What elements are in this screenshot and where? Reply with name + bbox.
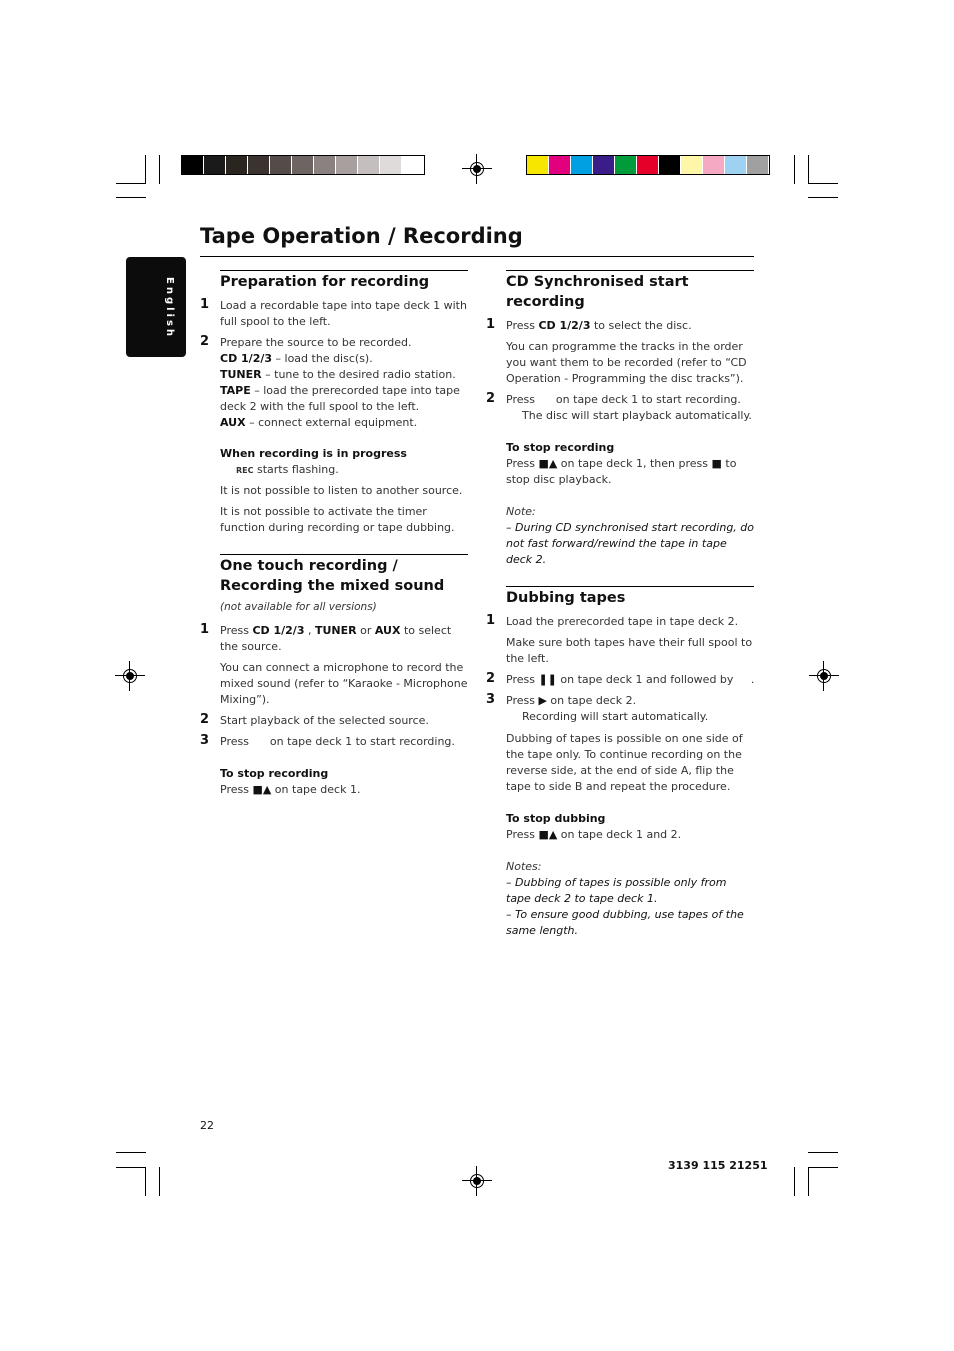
step-text: Press on tape deck 1 to start recording.	[220, 735, 455, 748]
grayscale-color-bar	[181, 155, 425, 175]
registration-mark-icon	[462, 154, 492, 184]
step-1	[200, 622, 468, 655]
crop-mark	[145, 155, 146, 184]
step-1	[486, 317, 754, 334]
info-text: You can programme the tracks in the order you want them to be recorded (refer to “CD Operation - Programming the disc tracks”).	[506, 340, 747, 385]
rec-indicator-text: REC starts flashing.	[236, 463, 339, 476]
step-number: 3	[200, 733, 210, 748]
info-text: Dubbing of tapes is possible on one side of the tape only. To continue recording on the reverse side, at the end of side A, flip the tape to side B and repeat the procedure.	[506, 732, 743, 793]
step-number: 1	[486, 613, 496, 628]
stop-eject-icon: ■▲	[538, 457, 558, 470]
section-rule	[506, 270, 754, 271]
section-heading: One touch recording / Recording the mixed sound (not available for all versions)	[220, 558, 445, 613]
source-aux: AUX – connect external equipment.	[220, 416, 418, 429]
source-cd: CD 1/2/3 – load the disc(s).	[220, 352, 373, 365]
play-icon: ▶	[538, 694, 547, 707]
step-2	[486, 391, 754, 424]
color-swatch	[593, 156, 615, 174]
section-heading: Dubbing tapes	[506, 590, 626, 606]
pause-icon: ❚❚	[538, 673, 557, 686]
crop-mark	[808, 155, 809, 184]
section-heading: Preparation for recording	[220, 274, 430, 290]
step-number: 2	[486, 391, 496, 406]
note-text: – Dubbing of tapes is possible only from tape deck 2 to tape deck 1.	[506, 876, 727, 905]
info-text: It is not possible to listen to another source.	[220, 484, 463, 497]
color-swatch	[248, 156, 270, 174]
section-rule	[506, 586, 754, 587]
color-swatch	[336, 156, 358, 174]
color-swatch	[314, 156, 336, 174]
crop-mark	[116, 1167, 146, 1168]
crop-mark	[808, 1167, 809, 1196]
info-text: Make sure both tapes have their full spool to the left.	[506, 636, 753, 665]
crop-mark	[116, 1152, 146, 1153]
document-code: 3139 115 21251	[668, 1159, 768, 1172]
color-swatch	[226, 156, 248, 174]
color-swatch	[725, 156, 747, 174]
registration-mark-icon	[115, 661, 145, 691]
note-text: – To ensure good dubbing, use tapes of the same length.	[506, 908, 744, 937]
crop-mark	[794, 155, 795, 184]
step-2	[486, 671, 755, 688]
color-swatch	[270, 156, 292, 174]
step-number: 2	[200, 712, 210, 727]
step-1	[200, 297, 468, 330]
step-number: 2	[486, 671, 496, 686]
stop-text: Press ■▲ on tape deck 1.	[220, 783, 361, 796]
step-text: Press ❚❚ on tape deck 1 and followed by .	[506, 673, 755, 686]
color-swatch	[182, 156, 204, 174]
stop-eject-icon: ■▲	[252, 783, 272, 796]
color-swatch	[571, 156, 593, 174]
step-2	[200, 712, 468, 729]
info-text: It is not possible to activate the timer function during recording or tape dubbing.	[220, 505, 455, 534]
color-swatch	[681, 156, 703, 174]
crop-mark	[794, 1167, 795, 1196]
color-swatch	[637, 156, 659, 174]
step-number: 1	[486, 317, 496, 332]
color-swatch	[402, 156, 424, 174]
crop-mark	[116, 183, 146, 184]
crop-mark	[145, 1167, 146, 1196]
crop-mark	[116, 197, 146, 198]
registration-mark-icon	[462, 1166, 492, 1196]
stop-text: Press ■▲ on tape deck 1 and 2.	[506, 828, 682, 841]
notes-label: Notes:	[506, 860, 542, 873]
step-subtext: The disc will start playback automatically.	[522, 409, 752, 422]
crop-mark	[159, 155, 160, 184]
title-rule	[200, 256, 754, 257]
source-tuner: TUNER – tune to the desired radio station.	[220, 368, 456, 381]
crop-mark	[808, 197, 838, 198]
language-tab-label: English	[164, 277, 175, 340]
step-number: 1	[200, 297, 210, 312]
section-rule	[220, 270, 468, 271]
registration-mark-icon	[809, 661, 839, 691]
right-column	[486, 270, 755, 939]
source-tape: TAPE – load the prerecorded tape into tape deck 2 with the full spool to the left.	[220, 384, 460, 413]
crop-mark	[159, 1167, 160, 1196]
note-text: – During CD synchronised start recording, do not fast forward/rewind the tape in tape deck 2.	[506, 521, 755, 566]
info-text: You can connect a microphone to record the mixed sound (refer to “Karaoke - Microphone Mixing”).	[220, 661, 468, 706]
section-rule	[220, 554, 468, 555]
note-label: Note:	[506, 505, 536, 518]
crop-mark	[808, 1167, 838, 1168]
color-swatch	[615, 156, 637, 174]
section-heading: CD Synchronised start recording	[506, 274, 689, 310]
step-3	[486, 692, 754, 725]
color-swatch	[380, 156, 402, 174]
language-tab	[126, 257, 186, 357]
stop-text: Press ■▲ on tape deck 1, then press ■ to stop disc playback.	[506, 457, 737, 486]
page-title: Tape Operation / Recording	[200, 224, 523, 248]
color-swatch	[549, 156, 571, 174]
step-2	[200, 334, 468, 351]
step-3	[200, 733, 468, 750]
subheading: To stop recording	[220, 767, 329, 780]
color-swatch	[358, 156, 380, 174]
step-text: Press CD 1/2/3 to select the disc.	[506, 319, 692, 332]
crop-mark	[808, 1152, 838, 1153]
step-text: Press CD 1/2/3 , TUNER or AUX to select the source.	[220, 624, 452, 653]
subheading: To stop dubbing	[506, 812, 606, 825]
step-subtext: Recording will start automatically.	[522, 710, 709, 723]
color-swatch	[292, 156, 314, 174]
step-number: 2	[200, 334, 210, 349]
page-number: 22	[200, 1119, 214, 1132]
step-number: 1	[200, 622, 210, 637]
step-number: 3	[486, 692, 496, 707]
subheading: To stop recording	[506, 441, 615, 454]
step-text: Prepare the source to be recorded.	[220, 336, 412, 349]
color-swatch	[204, 156, 226, 174]
step-text: Press on tape deck 1 to start recording.	[506, 393, 741, 406]
step-text: Load a recordable tape into tape deck 1 with full spool to the left.	[220, 299, 467, 328]
step-1	[486, 613, 754, 630]
stop-eject-icon: ■▲	[538, 828, 558, 841]
process-color-bar	[526, 155, 770, 175]
crop-mark	[808, 183, 838, 184]
step-text: Press ▶ on tape deck 2.	[506, 694, 637, 707]
step-text: Start playback of the selected source.	[220, 714, 429, 727]
color-swatch	[703, 156, 725, 174]
color-swatch	[659, 156, 681, 174]
color-swatch	[527, 156, 549, 174]
stop-icon: ■	[711, 457, 722, 470]
color-swatch	[747, 156, 769, 174]
left-column	[200, 270, 468, 798]
subheading: When recording is in progress	[220, 447, 407, 460]
step-text: Load the prerecorded tape in tape deck 2.	[506, 615, 739, 628]
